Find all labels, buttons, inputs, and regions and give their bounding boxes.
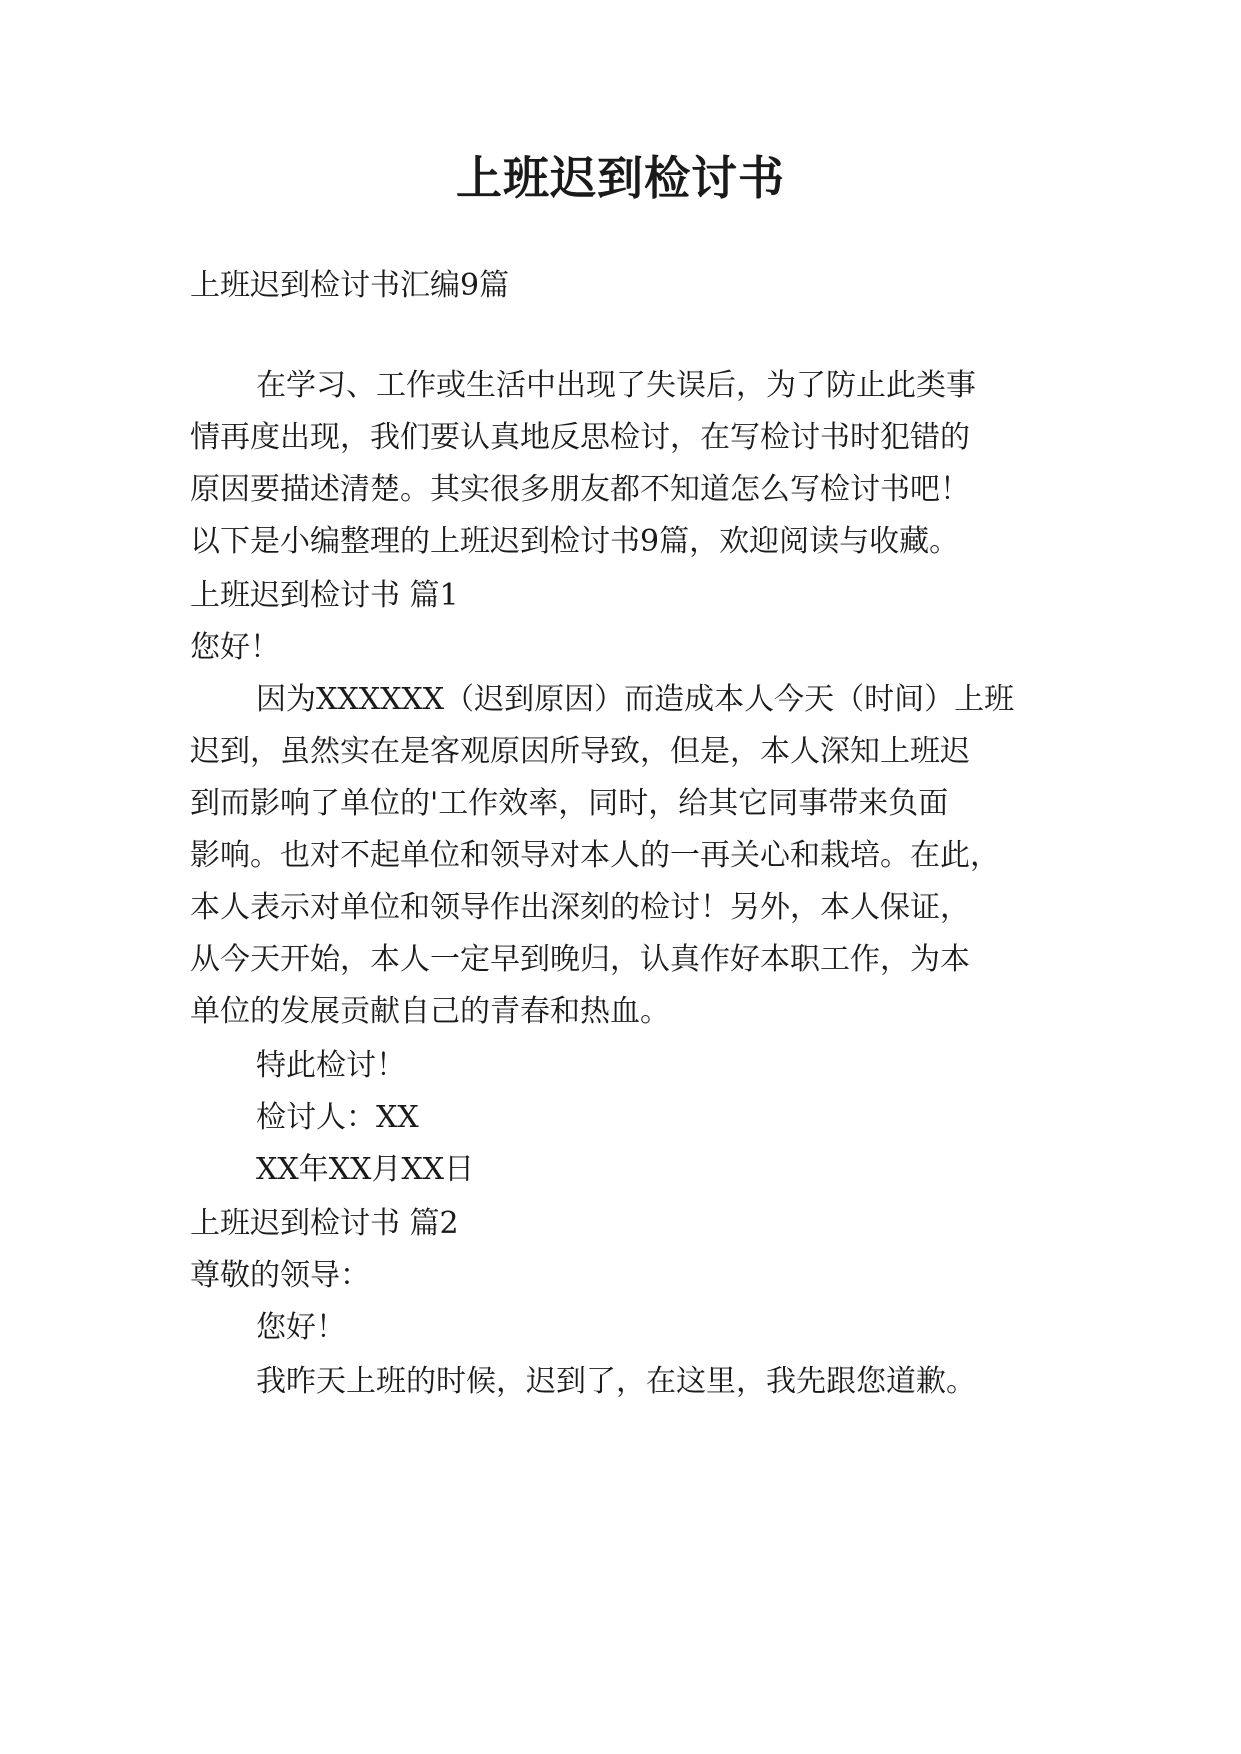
body-line: 原因要描述清楚。其实很多朋友都不知道怎么写检讨书吧！ <box>190 472 970 507</box>
body-line: 到而影响了单位的'工作效率，同时，给其它同事带来负面 <box>190 786 949 821</box>
body-line: 影响。也对不起单位和领导对本人的一再关心和栽培。在此， <box>190 838 1000 873</box>
body-line: 以下是小编整理的上班迟到检讨书9篇，欢迎阅读与收藏。 <box>190 524 960 559</box>
body-line: 从今天开始，本人一定早到晚归，认真作好本职工作，为本 <box>190 942 970 977</box>
date-line: XX年XX月XX日 <box>256 1152 475 1187</box>
section-heading: 上班迟到检讨书 篇1 <box>190 578 459 613</box>
document-subtitle: 上班迟到检讨书汇编9篇 <box>190 268 510 303</box>
body-line: 因为XXXXXX（迟到原因）而造成本人今天（时间）上班 <box>256 682 1015 717</box>
body-line: 本人表示对单位和领导作出深刻的检讨！另外，本人保证， <box>190 890 970 925</box>
body-line: 迟到，虽然实在是客观原因所导致，但是，本人深知上班迟 <box>190 734 970 769</box>
salutation: 尊敬的领导： <box>190 1258 370 1293</box>
body-line: 在学习、工作或生活中出现了失误后，为了防止此类事 <box>256 368 976 403</box>
body-line: 情再度出现，我们要认真地反思检讨，在写检讨书时犯错的 <box>190 420 970 455</box>
section-heading: 上班迟到检讨书 篇2 <box>190 1206 459 1241</box>
body-line: 单位的发展贡献自己的青春和热血。 <box>190 994 670 1029</box>
document-title: 上班迟到检讨书 <box>456 151 785 205</box>
greeting: 您好！ <box>190 630 280 665</box>
greeting: 您好！ <box>256 1310 346 1345</box>
body-line: 我昨天上班的时候，迟到了，在这里，我先跟您道歉。 <box>256 1364 976 1399</box>
signature-line: 检讨人：XX <box>256 1100 419 1135</box>
closing-line: 特此检讨！ <box>256 1048 406 1083</box>
